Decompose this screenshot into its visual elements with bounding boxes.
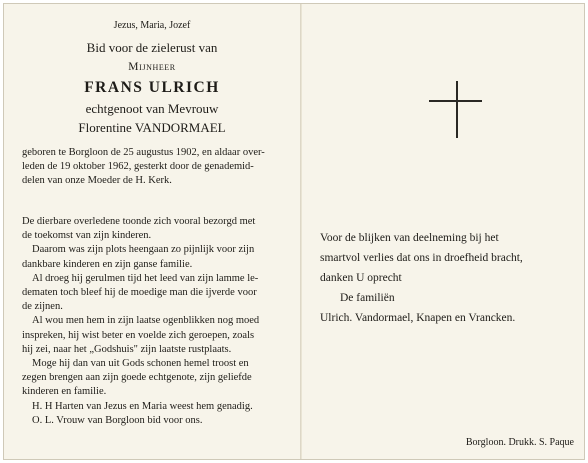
eulogy-text xyxy=(22,215,280,428)
birth-line: delen van onze Moeder de H. Kerk. xyxy=(22,175,172,186)
family-label: De familiën xyxy=(340,292,395,304)
deceased-name: FRANS ULRICH xyxy=(84,79,220,96)
invocation: Jezus, Maria, Jozef xyxy=(113,20,191,31)
eulogy-line: Daarom was zijn plots heengaan zo pijnlijk voor zijn xyxy=(32,244,255,256)
eulogy-line: de zijnen. xyxy=(22,301,63,313)
left-panel xyxy=(4,4,300,459)
thanks-text xyxy=(320,228,580,328)
right-panel xyxy=(302,4,586,459)
eulogy-line: zegen brengen aan zijn goede echtgenote, zijn geliefde xyxy=(22,372,252,384)
spouse-line: echtgenoot van Mevrouw xyxy=(85,101,219,116)
eulogy-line: O. L. Vrouw van Borgloon bid voor ons. xyxy=(32,414,203,426)
eulogy-line: Al droeg hij gerulmen tijd het leed van zijn lamme le- xyxy=(32,272,259,284)
memorial-card xyxy=(3,3,585,460)
eulogy-line: kinderen en familie. xyxy=(22,386,107,398)
cross-icon-bar xyxy=(429,100,482,102)
eulogy-line: Al wou men hem in zijn laatse ogenblikken nog moed xyxy=(32,315,260,327)
birth-line: geboren te Borgloon de 25 augustus 1902, en aldaar over- xyxy=(22,147,265,158)
eulogy-line: H. H Harten van Jezus en Maria weest hem genadig. xyxy=(32,400,253,412)
birth-death-text xyxy=(22,146,280,188)
cross-icon xyxy=(456,81,458,138)
thanks-line: smartvol verlies dat ons in droefheid bracht, xyxy=(320,252,523,264)
prayer-line: Bid voor de zielerust van xyxy=(86,40,218,55)
eulogy-line: inspreken, hij wist beter en voelde zich geroepen, zoals xyxy=(22,329,255,341)
eulogy-line: De dierbare overledene toonde zich vooral bezorgd met xyxy=(22,216,256,227)
eulogy-line: hij zei, naar het „Godshuis" zijn laatste rustplaats. xyxy=(22,343,232,355)
spouse-name: Florentine VANDORMAEL xyxy=(78,120,226,135)
eulogy-line: dankbare kinderen en zijn ganse familie. xyxy=(22,258,193,270)
honorific: Mijnheer xyxy=(128,61,176,73)
eulogy-line: de toekomst van zijn kinderen. xyxy=(22,230,152,242)
printer-credit: Borgloon. Drukk. S. Paque xyxy=(465,437,574,448)
thanks-line: danken U oprecht xyxy=(320,272,402,284)
eulogy-line: Moge hij dan van uit Gods schonen hemel troost en xyxy=(32,358,249,370)
family-names: Ulrich. Vandormael, Knapen en Vrancken. xyxy=(320,312,516,324)
birth-line: leden de 19 oktober 1962, gesterkt door de genademid- xyxy=(22,161,254,172)
eulogy-line: dematen toch bleef hij de moedige man die ijverde voor xyxy=(22,287,257,299)
thanks-line: Voor de blijken van deelneming bij het xyxy=(320,232,499,244)
